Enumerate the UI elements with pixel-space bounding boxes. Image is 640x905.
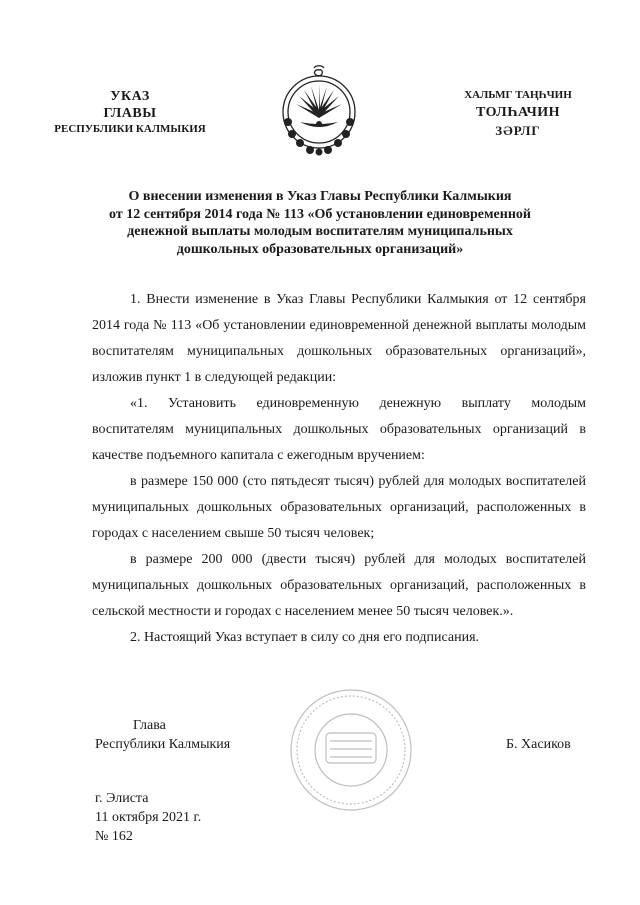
signature-name: Б. Хасиков xyxy=(506,737,571,752)
header-left xyxy=(30,88,230,137)
title-line1: О внесении изменения в Указ Главы Республики Калмыкия xyxy=(128,189,512,204)
paragraph-3: в размере 150 000 (сто пятьдесят тысяч) рублей для молодых воспитателей муниципальных дошкольных образовательных организаций, расположенных в городах с населением свыше 50 тысяч человек; xyxy=(92,474,586,541)
official-stamp-icon xyxy=(286,685,416,815)
paragraph-1: 1. Внести изменение в Указ Главы Республики Калмыкия от 12 сентября 2014 года № 113 «Об установлении единовременной денежной выплаты молодым воспитателям муниципальных дошкольных образовательных организаций», изложив пункт 1 в следующей редакции: xyxy=(92,292,586,385)
document-title xyxy=(70,188,570,258)
header-left-line3: РЕСПУБЛИКИ КАЛМЫКИЯ xyxy=(54,123,206,135)
signature-position-line1: Глава xyxy=(133,718,166,733)
header-right-line1: ХАЛЬМГ ТАҢҺЧИН xyxy=(464,89,572,101)
title-line2: от 12 сентября 2014 года № 113 «Об установлении единовременной xyxy=(109,206,531,222)
title-line4: дошкольных образовательных организаций» xyxy=(176,241,464,257)
header-right-line3: ЗӘРЛГ xyxy=(495,123,541,138)
header-left-line1: УКАЗ xyxy=(110,89,150,104)
kalmykia-emblem-icon xyxy=(274,62,364,162)
title-line3: денежной выплаты молодым воспитателям муниципальных xyxy=(127,224,513,239)
header-left-line2: ГЛАВЫ xyxy=(103,106,157,121)
header-right-line2: ТОЛҺАЧИН xyxy=(475,105,561,120)
footer-city: г. Элиста xyxy=(95,791,149,806)
footer-number: № 162 xyxy=(95,829,133,844)
paragraph-2: «1. Установить единовременную денежную выплату молодым воспитателям муниципальных дошкольных образовательных организаций в качестве подъемного капитала с ежегодным вручением: xyxy=(92,396,586,463)
signature-position-line2: Республики Калмыкия xyxy=(95,737,231,752)
footer-date: 11 октября 2021 г. xyxy=(95,810,202,825)
header-right xyxy=(428,88,608,140)
document-body xyxy=(92,287,586,651)
paragraph-4: в размере 200 000 (двести тысяч) рублей для молодых воспитателей муниципальных дошкольных образовательных организаций, расположенных в сельской местности и городах с населением менее 50 тысяч человек.». xyxy=(92,552,586,619)
paragraph-5: 2. Настоящий Указ вступает в силу со дня его подписания. xyxy=(130,630,480,645)
